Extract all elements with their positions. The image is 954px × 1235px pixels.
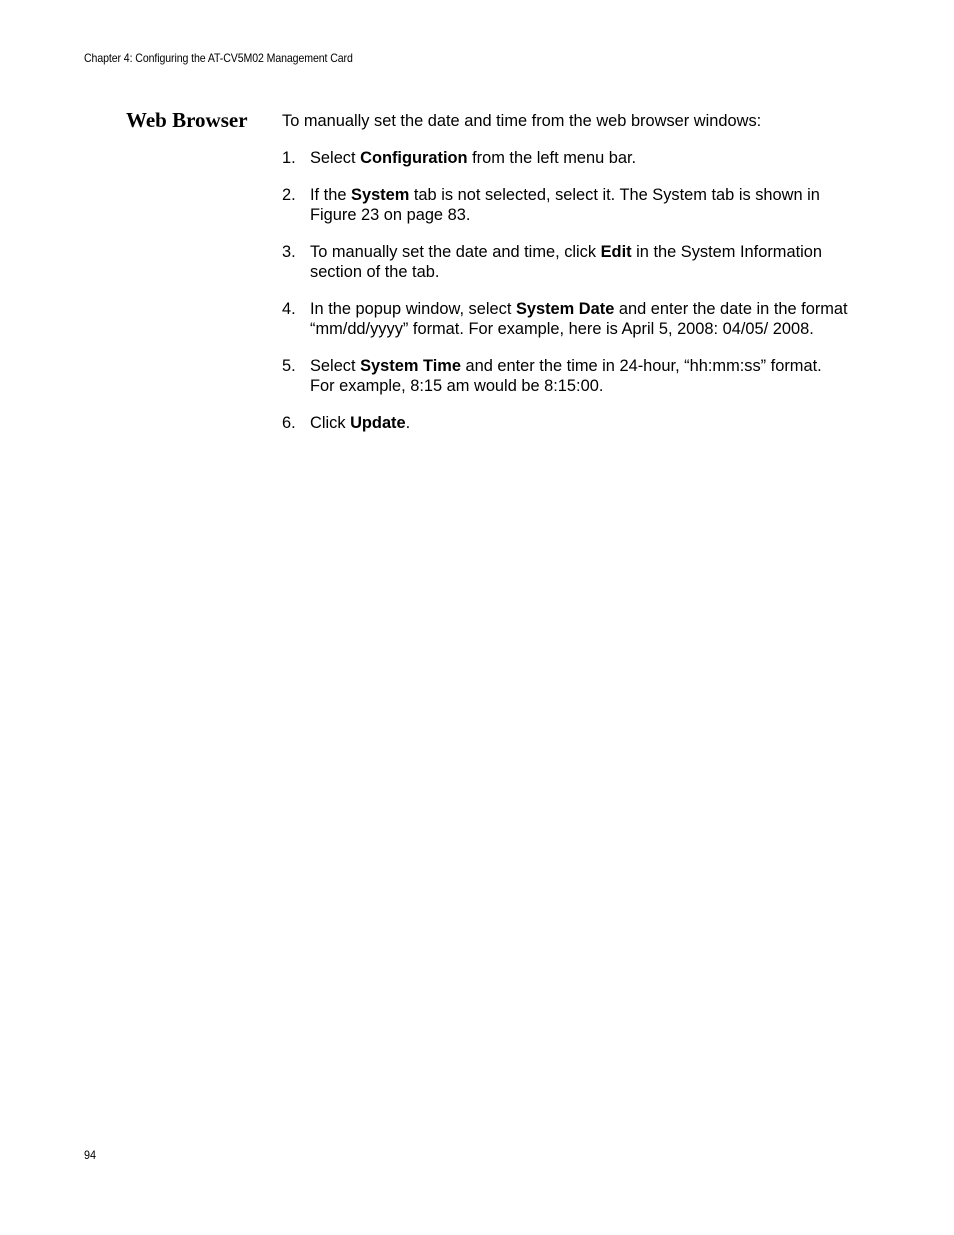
step-text [310, 242, 850, 282]
body-text [282, 111, 850, 450]
step-list [282, 148, 850, 433]
step-text [310, 185, 850, 225]
step-number: 4. [282, 300, 296, 318]
step-text-run: in the System Information section of the tab. [310, 243, 822, 281]
step-text-run: from the left menu bar. [467, 149, 637, 167]
step-number: 1. [282, 149, 296, 167]
step-text [310, 413, 850, 433]
step-number: 6. [282, 414, 296, 432]
step-text-run: Select [310, 357, 361, 375]
step-number: 5. [282, 357, 296, 375]
step-text-run: tab is not selected, select it. The System tab is shown in Figure 23 on page 83. [310, 186, 820, 224]
step-text-run: . [405, 414, 411, 432]
step-item [282, 299, 850, 339]
intro-paragraph: To manually set the date and time from the web browser windows: [282, 112, 762, 130]
step-item [282, 242, 850, 282]
running-header: Chapter 4: Configuring the AT-CV5M02 Management Card [84, 51, 353, 65]
step-text-run: and enter the time in 24-hour, “hh:mm:ss” format. For example, 8:15 am would be 8:15:00. [310, 357, 822, 395]
step-emphasis: Edit [600, 243, 632, 261]
step-number: 3. [282, 243, 296, 261]
step-text [310, 356, 850, 396]
step-text-run: Select [310, 149, 361, 167]
step-text-run: To manually set the date and time, click [310, 243, 601, 261]
step-emphasis: System Time [360, 357, 461, 375]
step-number: 2. [282, 186, 296, 204]
step-item [282, 148, 850, 168]
step-text-run: If the [310, 186, 352, 204]
step-text-run: and enter the date in the format “mm/dd/yyyy” format. For example, here is April 5, 2008: 04/05/ 2008. [310, 300, 848, 338]
section-heading: Web Browser [126, 108, 248, 132]
step-text-run: Click [310, 414, 351, 432]
page-number: 94 [84, 1148, 97, 1162]
step-item [282, 413, 850, 433]
step-emphasis: System [351, 186, 410, 204]
step-emphasis: Configuration [360, 149, 468, 167]
step-emphasis: System Date [515, 300, 615, 318]
step-text-run: In the popup window, select [310, 300, 516, 318]
step-text [310, 148, 850, 168]
step-emphasis: Update [350, 414, 406, 432]
step-text [310, 299, 850, 339]
step-item [282, 185, 850, 225]
step-item [282, 356, 850, 396]
